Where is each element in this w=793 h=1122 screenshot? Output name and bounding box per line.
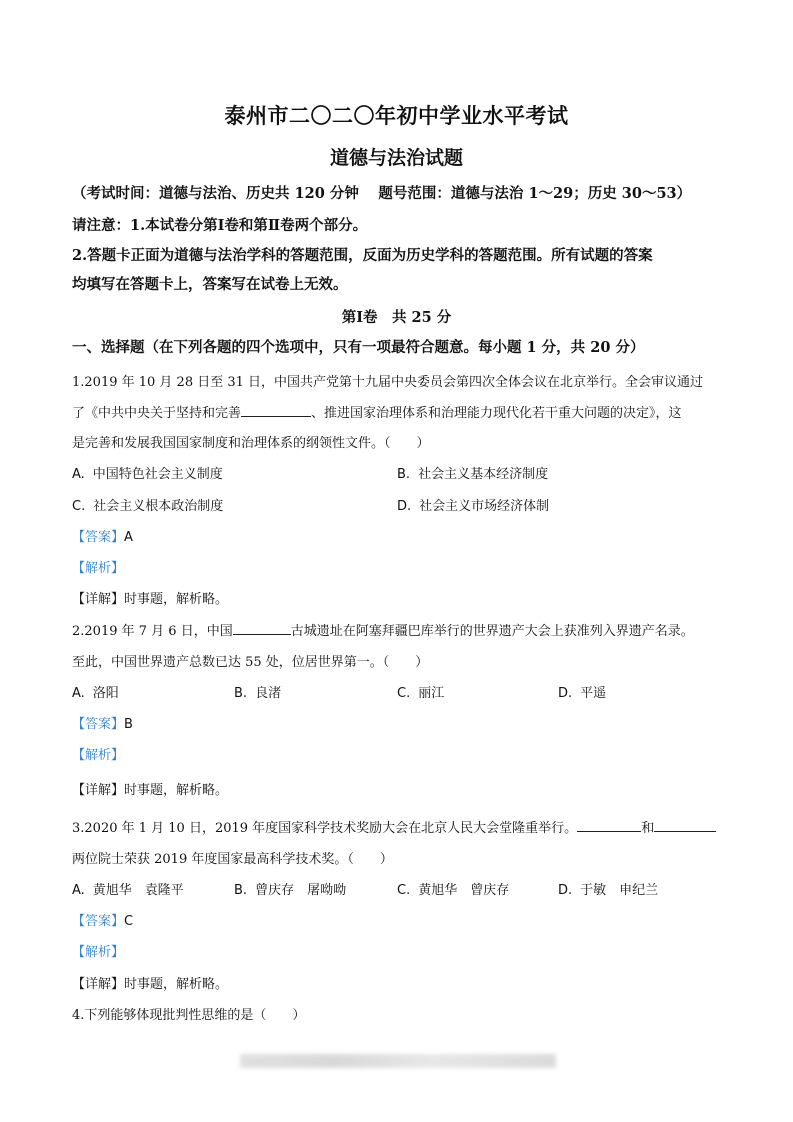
q2-line1-start: 2.2019 年 7 月 6 日，中国: [72, 624, 233, 639]
q1-detail: [72, 588, 228, 607]
q2-line2: 至此，中国世界遗产总数已达 55 处，位居世界第一。（ ）: [72, 655, 429, 670]
q2-option-b-text: 良渚: [255, 686, 282, 701]
q1-answer-value: A: [124, 530, 133, 545]
q2-option-c-text: 丽江: [418, 686, 445, 701]
q1-line2-start: 了《中共中央关于坚持和完善: [72, 406, 242, 421]
detail-label: 【详解】: [72, 592, 125, 607]
q3-line2: 两位院士荣获 2019 年度国家最高科学技术奖。（ ）: [72, 852, 393, 867]
q3-detail-text: 时事题，解析略。: [124, 977, 229, 992]
q3-blank-2: [654, 819, 716, 832]
q3-line1-and: 和: [641, 821, 655, 836]
q3-option-b: [234, 879, 346, 898]
q1-option-b-letter: B.: [397, 467, 411, 482]
q1-option-c-text: 社会主义根本政治制度: [93, 499, 224, 514]
q1-option-a: [72, 463, 223, 482]
q2-option-b: [234, 682, 281, 701]
q2-option-c: [397, 682, 444, 701]
q3-detail: [72, 973, 228, 992]
q3-option-a: [72, 879, 184, 898]
q2-line1: [72, 620, 694, 639]
answer-label: 【答案】: [72, 914, 125, 929]
q1-line2-end: 、推进国家治理体系和治理能力现代化若干重大问题的决定》，这: [311, 406, 682, 421]
q3-line1-start: 3.2020 年 1 月 10 日，2019 年度国家科学技术奖励大会在北京人民大会堂隆重举行。: [72, 821, 578, 836]
exam-info: （考试时间：道德与法治、历史共 120 分钟 题号范围：道德与法治 1～29；历史 30～53）: [72, 185, 692, 202]
answer-label: 【答案】: [72, 717, 125, 732]
detail-label: 【详解】: [72, 977, 125, 992]
analysis-label: 【解析】: [72, 945, 125, 960]
q3-option-d-text: 于敏 申纪兰: [580, 883, 659, 898]
detail-label: 【详解】: [72, 783, 125, 798]
q3-option-a-letter: A.: [72, 883, 85, 898]
q1-detail-text: 时事题，解析略。: [124, 592, 229, 607]
q1-option-b: [397, 463, 548, 482]
q1-blank: [241, 404, 311, 417]
q3-option-b-text: 曾庆存 屠呦呦: [255, 883, 347, 898]
q2-option-b-letter: B.: [234, 686, 248, 701]
analysis-label: 【解析】: [72, 561, 125, 576]
notice-1: 请注意：1.本试卷分第Ⅰ卷和第Ⅱ卷两个部分。: [72, 217, 368, 234]
q2-option-d: [558, 682, 606, 701]
q2-option-d-letter: D.: [558, 686, 573, 701]
q3-answer: [72, 910, 133, 929]
q3-option-d: [558, 879, 658, 898]
q3-option-c-letter: C.: [397, 883, 411, 898]
q2-answer: [72, 713, 133, 732]
q3-blank-1: [577, 819, 641, 832]
q2-line1-end: 古城遗址在阿塞拜疆巴库举行的世界遗产大会上获准列入界遗产名录。: [290, 624, 694, 639]
q1-option-c-letter: C.: [72, 499, 86, 514]
q1-option-c: [72, 495, 223, 514]
q1-option-d-letter: D.: [397, 499, 412, 514]
exam-subtitle: 道德与法治试题: [329, 147, 463, 169]
q2-option-a: [72, 682, 119, 701]
q2-answer-value: B: [124, 717, 133, 732]
analysis-label: 【解析】: [72, 748, 125, 763]
q4-line1: 4.下列能够体现批判性思维的是（ ）: [72, 1008, 306, 1023]
exam-title: 泰州市二〇二〇年初中学业水平考试: [224, 103, 569, 128]
q3-option-c-text: 黄旭华 曾庆存: [418, 883, 510, 898]
q3-option-c: [397, 879, 509, 898]
q1-line1: 1.2019 年 10 月 28 日至 31 日，中国共产党第十九届中央委员会第四次全体会议在北京举行。全会审议通过: [72, 375, 704, 390]
q2-option-a-letter: A.: [72, 686, 85, 701]
q2-analysis: [72, 744, 124, 763]
q1-line3: 是完善和发展我国国家制度和治理体系的纲领性文件。（ ）: [72, 436, 430, 451]
q3-option-a-text: 黄旭华 袁隆平: [92, 883, 184, 898]
q1-line2: [72, 402, 682, 421]
q2-option-d-text: 平遥: [580, 686, 607, 701]
q3-line1: [72, 817, 716, 836]
q1-option-a-letter: A.: [72, 467, 85, 482]
q1-option-b-text: 社会主义基本经济制度: [418, 467, 549, 482]
q3-answer-value: C: [124, 914, 134, 929]
notice-2a: 2.答题卡正面为道德与法治学科的答题范围，反面为历史学科的答题范围。所有试题的答案: [72, 247, 653, 264]
notice-2b: 均填写在答题卡上，答案写在试卷上无效。: [72, 276, 348, 293]
part-title: 第Ⅰ卷 共 25 分: [341, 309, 452, 326]
q1-option-d-text: 社会主义市场经济体制: [419, 499, 550, 514]
q2-detail: [72, 779, 228, 798]
q1-option-d: [397, 495, 549, 514]
q2-option-a-text: 洛阳: [92, 686, 119, 701]
q2-blank: [233, 622, 291, 635]
q1-answer: [72, 526, 133, 545]
q3-analysis: [72, 941, 124, 960]
q1-analysis: [72, 557, 124, 576]
q2-detail-text: 时事题，解析略。: [124, 783, 229, 798]
q3-option-b-letter: B.: [234, 883, 248, 898]
q1-option-a-text: 中国特色社会主义制度: [92, 467, 223, 482]
section-heading: 一、选择题（在下列各题的四个选项中，只有一项最符合题意。每小题 1 分，共 20 分）: [72, 339, 645, 356]
blurred-footer-watermark: [240, 1054, 556, 1068]
q2-option-c-letter: C.: [397, 686, 411, 701]
answer-label: 【答案】: [72, 530, 125, 545]
q3-option-d-letter: D.: [558, 883, 573, 898]
